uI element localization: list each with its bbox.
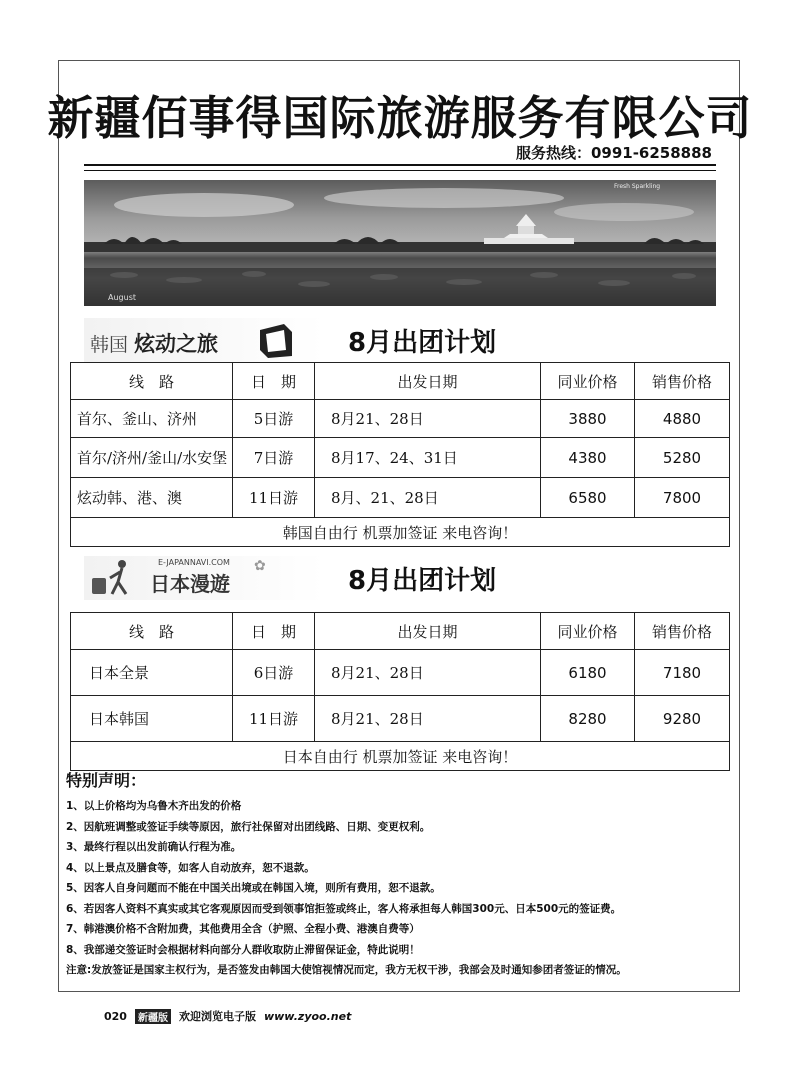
- korea-free-travel-note: 韩国自由行 机票加签证 来电咨询！: [71, 518, 730, 547]
- table-note-row: [71, 518, 730, 547]
- korea-tour-logo: [84, 318, 324, 362]
- col-retail-price: 销售价格: [635, 363, 730, 400]
- declaration-list: [66, 796, 756, 980]
- col-trade-price: 同业价格: [541, 363, 635, 400]
- table-header-row: [71, 363, 730, 400]
- page-footer: [104, 1008, 351, 1024]
- table-header-row: [71, 613, 730, 650]
- header-divider-thin: [84, 170, 716, 171]
- route-cell: 首尔、釜山、济州: [71, 400, 233, 438]
- declaration-item: 4、以上景点及膳食等，如客人自动放弃，恕不退款。: [66, 861, 315, 874]
- page-number: 020: [104, 1009, 127, 1023]
- col-retail-price: 销售价格: [635, 613, 730, 650]
- edition-tag: 新疆版: [135, 1009, 171, 1024]
- departure-cell: 8月、21、28日: [315, 478, 541, 518]
- retail-price-cell: 7800: [635, 478, 730, 518]
- departure-cell: 8月21、28日: [315, 696, 541, 742]
- declaration-item: 5、因客人自身问题而不能在中国关出境或在韩国入境，则所有费用，恕不退款。: [66, 882, 441, 894]
- route-cell: 日本全景: [71, 650, 233, 696]
- website-link[interactable]: www.zyoo.net: [263, 1009, 352, 1023]
- japan-logo-text: 日本漫遊: [150, 572, 230, 596]
- retail-price-cell: 9280: [635, 696, 730, 742]
- declaration-item: 8、我部递交签证时会根据材料向部分人群收取防止滞留保证金，特此说明！: [66, 943, 420, 956]
- col-days: 日 期: [233, 613, 315, 650]
- col-route: 线 路: [71, 363, 233, 400]
- header-divider: [84, 164, 716, 166]
- days-cell: 11日游: [233, 478, 315, 518]
- retail-price-cell: 4880: [635, 400, 730, 438]
- trade-price-cell: 6180: [541, 650, 635, 696]
- declaration-title: 特别声明：: [66, 771, 147, 790]
- retail-price-cell: 5280: [635, 438, 730, 478]
- korea-logo-text: 韩国: [90, 334, 129, 356]
- korea-section-header: [84, 318, 716, 362]
- welcome-text: 欢迎浏览电子版: [178, 1010, 256, 1023]
- declaration-item: 1、以上价格均为乌鲁木齐出发的价格: [66, 800, 242, 812]
- col-departure: 出发日期: [315, 363, 541, 400]
- japan-section-header: [84, 556, 716, 600]
- table-note-row: [71, 742, 730, 771]
- korea-logo-slogan: 炫动之旅: [134, 332, 219, 356]
- japan-plan-title: 8月出团计划: [348, 566, 497, 596]
- table-row: [71, 438, 730, 478]
- col-departure: 出发日期: [315, 613, 541, 650]
- declaration-item: 6、若因客人资料不真实或其它客观原因而受到领事馆拒签或终止，客人将承担每人韩国300元、日本500元的签证费。: [66, 902, 622, 915]
- japan-tour-table: [70, 612, 730, 771]
- col-trade-price: 同业价格: [541, 613, 635, 650]
- route-cell: 首尔/济州/釜山/水安堡: [71, 438, 233, 478]
- route-cell: 日本韩国: [71, 696, 233, 742]
- trade-price-cell: 8280: [541, 696, 635, 742]
- trade-price-cell: 4380: [541, 438, 635, 478]
- banner-caption-right: Fresh Sparkling: [614, 183, 661, 190]
- company-name: 新疆佰事得国际旅游服务有限公司: [47, 91, 753, 145]
- declaration-item: 3、最终行程以出发前确认行程为准。: [66, 841, 242, 853]
- cube-logo-icon: [256, 322, 296, 360]
- declaration-item: 2、因航班调整或签证手续等原因，旅行社保留对出团线路、日期、变更权利。: [66, 820, 431, 833]
- lake-photo: [84, 180, 716, 306]
- traveler-icon: [88, 558, 140, 598]
- route-cell: 炫动韩、港、澳: [71, 478, 233, 518]
- days-cell: 11日游: [233, 696, 315, 742]
- departure-cell: 8月21、28日: [315, 650, 541, 696]
- banner-caption-left: August: [108, 293, 136, 302]
- service-hotline: 服务热线：0991-6258888: [515, 144, 712, 162]
- col-route: 线 路: [71, 613, 233, 650]
- korea-tour-table: [70, 362, 730, 547]
- col-days: 日 期: [233, 363, 315, 400]
- departure-cell: 8月21、28日: [315, 400, 541, 438]
- table-row: [71, 400, 730, 438]
- trade-price-cell: 6580: [541, 478, 635, 518]
- korea-plan-title: 8月出团计划: [348, 328, 497, 358]
- visa-notice: 注意:发放签证是国家主权行为，是否签发由韩国大使馆视情况而定，我方无权干涉，我部会及时通知参团者签证的情况。: [66, 964, 627, 976]
- trade-price-cell: 3880: [541, 400, 635, 438]
- days-cell: 7日游: [233, 438, 315, 478]
- retail-price-cell: 7180: [635, 650, 730, 696]
- flower-icon: ✿: [254, 558, 266, 574]
- japan-logo-url: E-JAPANNAVI.COM: [158, 558, 230, 567]
- table-row: [71, 650, 730, 696]
- lake-photo-banner: [84, 180, 716, 306]
- table-row: [71, 696, 730, 742]
- days-cell: 6日游: [233, 650, 315, 696]
- table-row: [71, 478, 730, 518]
- declaration-item: 7、韩港澳价格不含附加费，其他费用全含（护照、全程小费、港澳自费等）: [66, 923, 420, 935]
- japan-tour-logo: [84, 556, 324, 600]
- departure-cell: 8月17、24、31日: [315, 438, 541, 478]
- days-cell: 5日游: [233, 400, 315, 438]
- japan-free-travel-note: 日本自由行 机票加签证 来电咨询！: [71, 742, 730, 771]
